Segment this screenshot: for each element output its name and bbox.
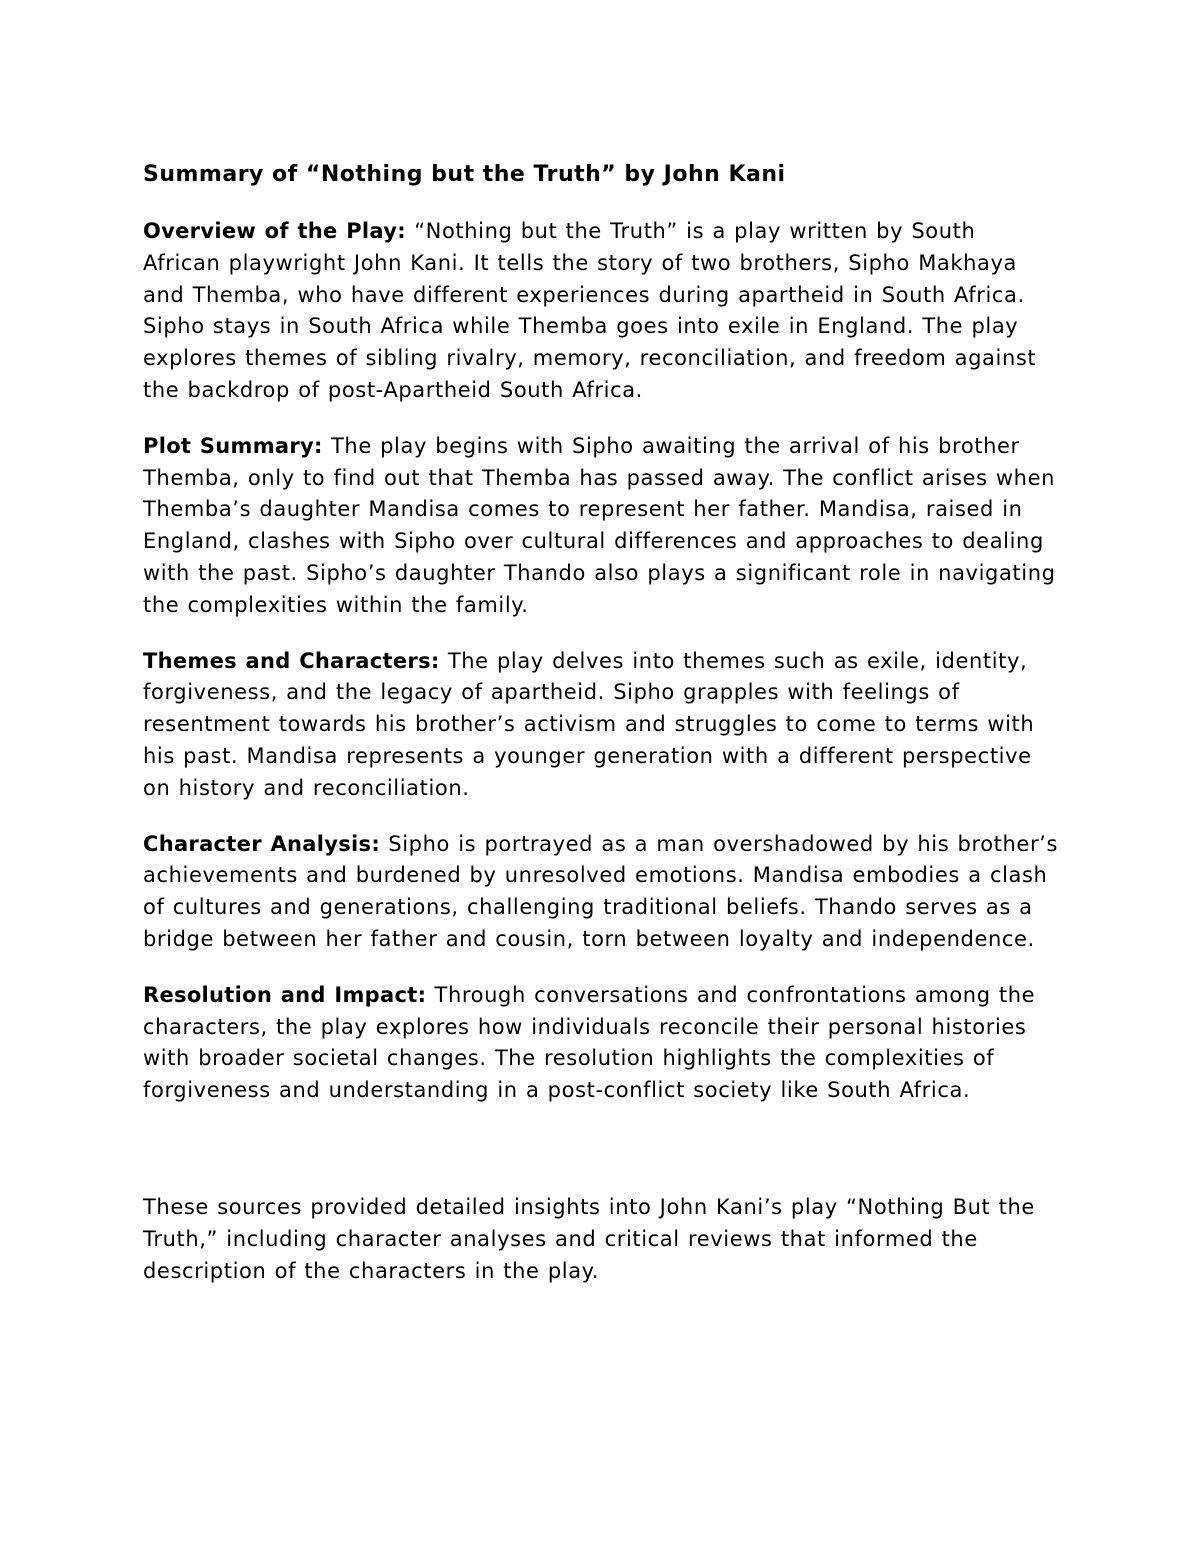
paragraph-themes-characters-lead: Themes and Characters: xyxy=(143,648,440,673)
paragraph-overview xyxy=(143,216,1060,407)
paragraph-resolution-impact-text: Through conversations and confrontations among the characters, the play explores how individuals reconcile their personal histories with broader societal changes. The resolution highlights the complexities of forgiveness and understanding in a post-conflict society like South Africa. xyxy=(143,982,1036,1103)
paragraph-resolution-impact xyxy=(143,980,1060,1107)
paragraph-character-analysis-lead: Character Analysis: xyxy=(143,831,381,856)
paragraph-sources-note: These sources provided detailed insights into John Kani’s play “Nothing But the Truth,” including character analyses and critical reviews that informed the description of the characters in the play. xyxy=(143,1194,1035,1283)
paragraph-overview-lead: Overview of the Play: xyxy=(143,219,406,243)
document-content xyxy=(143,161,1060,1287)
paragraph-themes-characters xyxy=(143,646,1060,805)
paragraph-overview-text: “Nothing but the Truth” is a play written by South African playwright John Kani. It tells the story of two brothers, Sipho Makhaya and Themba, who have different experiences during apartheid in South Africa. Sipho stays in South Africa while Themba goes into exile in England. The play explores themes of sibling rivalry, memory, reconciliation, and freedom against the backdrop of post-Apartheid South Africa. xyxy=(143,219,1037,402)
paragraph-character-analysis xyxy=(143,829,1060,956)
paragraph-plot-summary xyxy=(143,431,1060,622)
paragraph-plot-summary-text: The play begins with Sipho awaiting the arrival of his brother Themba, only to find out that Themba has passed away. The conflict arises when Themba’s daughter Mandisa comes to represent her father. Mandisa, raised in England, clashes with Sipho over cultural differences and approaches to dealing with the past. Sipho’s daughter Thando also plays a significant role in navigating the complexities within the family. xyxy=(143,433,1056,617)
paragraph-themes-characters-text: The play delves into themes such as exile, identity, forgiveness, and the legacy of apartheid. Sipho grapples with feelings of resentment towards his brother’s activism and struggles to come to terms with his past. Mandisa represents a younger generation with a different perspective on history and reconciliation. xyxy=(143,648,1035,800)
paragraph-character-analysis-text: Sipho is portrayed as a man overshadowed by his brother’s achievements and burdened by unresolved emotions. Mandisa embodies a clash of cultures and generations, challenging traditional beliefs. Thando serves as a bridge between her father and cousin, torn between loyalty and independence. xyxy=(143,831,1058,951)
paragraph-resolution-impact-lead: Resolution and Impact: xyxy=(143,982,427,1007)
paragraph-plot-summary-lead: Plot Summary: xyxy=(143,433,323,458)
document-title: Summary of “Nothing but the Truth” by John Kani xyxy=(143,162,786,187)
